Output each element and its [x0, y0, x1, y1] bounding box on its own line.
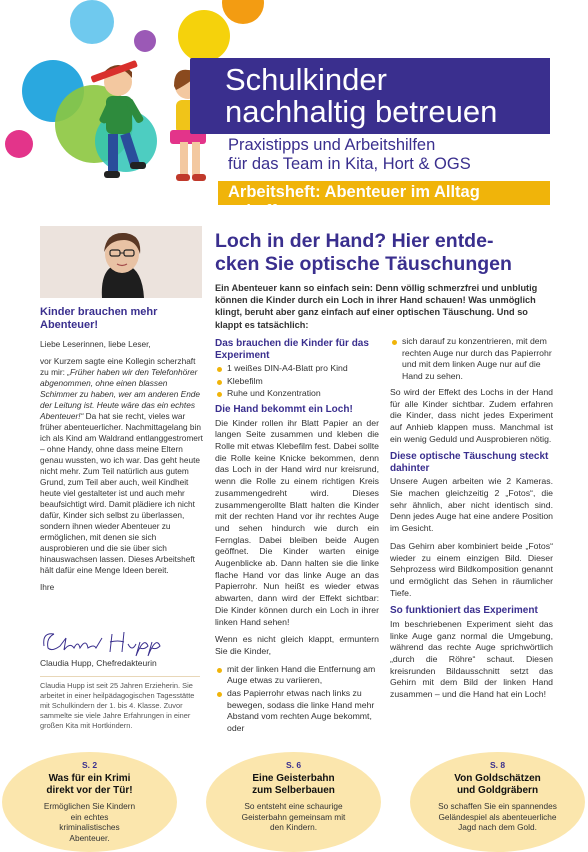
author-photo: [40, 226, 202, 298]
teaser-title: Was für ein Krimi direkt vor der Tür!: [46, 773, 133, 796]
list-item-text: Klebefilm: [227, 375, 263, 386]
teaser-text: So schaffen Sie ein spannendes Geländespiel als abenteuerliche Jagd nach dem Gold.: [438, 801, 557, 832]
list-item: [215, 388, 379, 400]
section-heading-experiment: So funktioniert das Experiment: [390, 605, 538, 617]
article-title-line-2: cken Sie optische Täuschungen: [215, 253, 512, 275]
teaser-title: Von Goldschätzen und Goldgräbern: [454, 773, 541, 796]
list-item-text: Ruhe und Konzentration: [227, 388, 321, 399]
divider: [40, 676, 200, 677]
editorial-closing: Ihre: [40, 582, 55, 592]
paragraph: So wird der Effekt des Lochs in der Hand für alle Kinder sichtbar. Zudem erfahren die Kinder, dass nicht jedes Experiment auf Anhieb klappen muss. Manchmal ist ein wenig Geduld und Ausprobieren nötig.: [390, 386, 553, 444]
bullet-icon: [217, 392, 222, 397]
section-heading-illusion: Diese optische Täuschung steckt dahinter: [390, 451, 549, 474]
section-heading-hand: Die Hand bekommt ein Loch!: [215, 404, 353, 416]
editorial-text: vor Kurzem sagte eine Kollegin scherzhaft zu mir:: [40, 356, 196, 377]
list-item: [215, 376, 379, 388]
author-bio: Claudia Hupp ist seit 25 Jahren Erzieherin. Sie arbeitet in einer heilpädagogischen Tagesstätte mit Schulkindern der 1. bis 4. Klasse. Zuvor sammelte sie viele Jahre Erfahrungen in einer großen Kita mit Hortkindern.: [40, 681, 195, 730]
teaser-card[interactable]: [410, 752, 585, 852]
teaser-text: So entsteht eine schaurige Geisterbahn gemeinsam mit den Kindern.: [241, 801, 346, 832]
bullet-icon: [217, 668, 222, 673]
title-line-2: nachhaltig betreuen: [225, 94, 498, 129]
paragraph: Unsere Augen arbeiten wie 2 Kameras. Sie machen gleichzeitig 2 „Fotos“, die sehr ähnlich, aber nicht identisch sind. Denn jedes Auge hat eine andere Position im Gesicht.: [390, 476, 553, 534]
editorial-text: Da hat sie recht, vieles war früher abenteuerlicher. Nachmittagelang bin ich als Kind am Waldrand entlanggestromert – ohne Handy, ohne dass meine Eltern genau wussten, wo ich war. Das geht heute nicht mehr. Zum Teil natürlich aus gutem Grund, zum Teil aber auch, weil Kindheit heute viel gestalteter ist und auch mehr beaufsichtigt wird. Damit plädiere ich nicht dafür, Kinder sich selbst zu überlassen, sondern ihnen wieder Abenteuer zu ermöglichen, mit denen sie sich ausprobieren und die sie über sich hinauswachsen lassen. Dieses Arbeitsheft hält dafür eine Menge Ideen bereit.: [40, 411, 203, 575]
teaser-bar: [0, 752, 588, 843]
paragraph: Das Gehirn aber kombiniert beide „Fotos“ wieder zu einem einzigen Bild. Dieser Sehprozess wird Bildkomposition genannt und ermöglicht das Sehen in räumlicher Tiefe.: [390, 540, 553, 598]
decor-circle-orange: [222, 0, 264, 24]
bullet-icon: [392, 340, 397, 345]
subtitle-line-1: Praxistipps und Arbeitshilfen: [228, 136, 436, 154]
article-title-line-1: Loch in der Hand? Hier entde-: [215, 230, 494, 252]
issue-topic-band: [218, 181, 550, 220]
teaser-page: S. 8: [489, 760, 506, 770]
handwritten-signature: [40, 626, 205, 656]
article-title: [215, 230, 555, 276]
section-heading-materials: Das brauchen die Kinder für das Experiment: [215, 338, 369, 361]
editorial-paragraph: [40, 356, 203, 576]
editorial-greeting: Liebe Leserinnen, liebe Leser,: [40, 339, 151, 349]
editorial-quote: „Früher haben wir den Telefonhörer abgenommen, ohne einen blassen Schimmer zu haben, wer am anderen Ende der Leitung ist. Heute wäre das ein echtes Abenteuer!“: [40, 367, 201, 421]
teaser-card[interactable]: [2, 752, 177, 852]
article-column-2: [390, 336, 553, 707]
publication-title: [225, 64, 497, 128]
tips-list: [215, 664, 379, 735]
teaser-page: S. 6: [285, 760, 302, 770]
issue-topic: Arbeitsheft: Abenteuer im Alltag schaffen: [228, 183, 480, 220]
title-line-1: Schulkinder: [225, 62, 387, 97]
list-item: [215, 363, 379, 375]
list-item: [215, 664, 379, 687]
editorial-title: Kinder brauchen mehr Abenteuer!: [40, 306, 158, 331]
decor-circle-pink: [5, 130, 33, 158]
editorial-body: [40, 339, 203, 599]
article-column-1: [215, 336, 379, 739]
bullet-icon: [217, 692, 222, 697]
subtitle-line-2: für das Team in Kita, Hort & OGS: [228, 155, 471, 173]
list-item-text: sich darauf zu konzentrieren, mit dem rechten Auge nur durch das Papierrohr und mit dem linken Auge nur auf die Hand zu sehen.: [402, 336, 552, 382]
paragraph: Im beschriebenen Experiment sieht das linke Auge ganz normal die Umgebung, während das rechte Auge sprichwörtlich „durch die Röhre“ schaut. Diesen kreisrunden Bildausschnitt setzt das Gehirn mit dem Bild der linken Hand zusammen – und die Hand hat ein Loch!: [390, 618, 553, 700]
editorial-column: [40, 226, 205, 746]
teaser-title: Eine Geisterbahn zum Selberbauen: [252, 773, 335, 796]
materials-list: [215, 363, 379, 400]
tips-list-continued: [390, 336, 553, 383]
publication-subtitle: [228, 136, 471, 174]
teaser-text: Ermöglichen Sie Kindern ein echtes kriminalistisches Abenteuer.: [43, 801, 136, 843]
bullet-icon: [217, 367, 222, 372]
article-lead: Ein Abenteuer kann so einfach sein: Denn völlig schmerzfrei und unblutig können die Kinder durch ein Loch in ihrer Hand schauen! Was unmöglich klingt, beruht aber ganz einfach auf einer optischen Täuschung. Und so klappt es tatsächlich:: [215, 283, 538, 330]
paragraph: Wenn es nicht gleich klappt, ermuntern Sie die Kinder,: [215, 634, 379, 656]
teaser-page: S. 2: [81, 760, 98, 770]
editorial-author: Claudia Hupp, Chefredakteurin: [40, 658, 157, 668]
teaser-card[interactable]: [206, 752, 381, 852]
bullet-icon: [217, 380, 222, 385]
list-item-text: mit der linken Hand die Entfernung am Auge etwas zu variieren,: [227, 663, 376, 686]
list-item-text: das Papierrohr etwas nach links zu bewegen, sodass die linke Hand mehr Abstand vom rechten Auge bekommt, oder: [227, 688, 375, 734]
list-item: [215, 688, 379, 735]
paragraph: Die Kinder rollen ihr Blatt Papier an der langen Seite zusammen und kleben die Rolle mit etwas Klebefilm fest. Dabei sollte die Rolle keine Knicke bekommen, denn das Loch in der Hand wird nur kreisrund, wenn die Rolle zu einem richtigen Kreis zusammengedreht wird. Dieses zusammengerollte Blatt halten die Kinder mit der rechten Hand vor ihr rechtes Auge und sehen hindurch wie durch ein Fernglas. Dabei bleiben beide Augen geöffnet. Die Kinder warten einige Augenblicke ab. Dann halten sie die linke flache Hand vor das linke Auge an das Papierrohr. Nun heißt es wieder etwas abwarten, dann wird der Effekt sichtbar: Die Kinder können durch ein Loch in ihrer linken Hand sehen!: [215, 417, 379, 627]
list-item: [390, 336, 553, 383]
header-banner: [0, 0, 588, 220]
title-band: [190, 58, 550, 134]
list-item-text: 1 weißes DIN-A4-Blatt pro Kind: [227, 363, 348, 373]
